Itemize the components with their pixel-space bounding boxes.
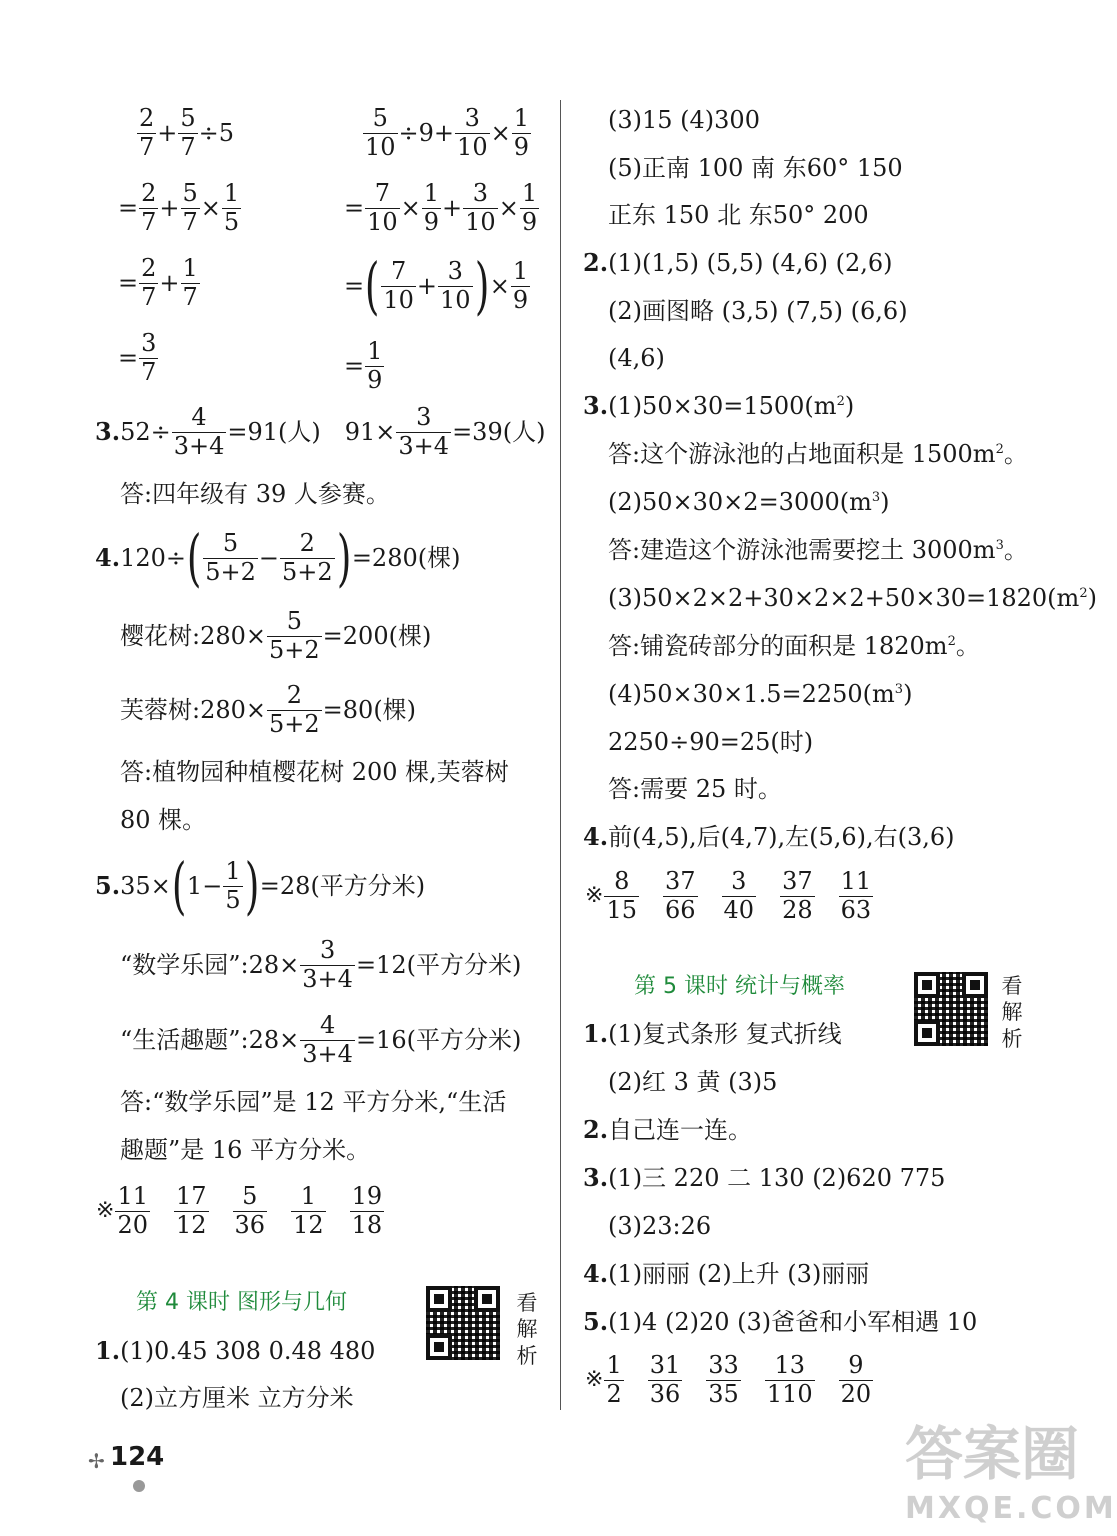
left-q4-hibiscus: 芙蓉树:280× $\frac{2}{5+2}$ =80(棵): [120, 681, 417, 738]
left-q5-answer-1: 答:“数学乐园”是 12 平方分米,“生活: [120, 1088, 507, 1116]
left-q4-answer-2: 80 棵。: [120, 806, 207, 834]
right-bonus-2: ※ $\frac{1}{2}$ $\frac{31}{36}$ $\frac{33}{35}$ $\frac{13}{110}$ $\frac{9}{20}$: [585, 1351, 872, 1408]
calc-b-line-4: = $\frac{1}{9}$: [344, 337, 383, 394]
left-q3-line: 3. 52÷ $\frac{4}{3+4}$ =91(人) 91× $\frac{3}{3+4}$ =39(人): [95, 403, 546, 460]
qr-code-section-4[interactable]: [426, 1286, 500, 1360]
right-top-line-2: (5)正南 100 南 东60° 150: [608, 154, 903, 182]
right-top-line-1: (3)15 (4)300: [608, 106, 760, 134]
section-5-q1-line-1: 1.(1)复式条形 复式折线: [583, 1019, 842, 1048]
calc-b-line-2: = $\frac{7}{10}$ × $\frac{1}{9}$ + $\frac{3}{10}$ × $\frac{1}{9}$: [344, 179, 538, 236]
left-bonus: ※ $\frac{11}{20}$ $\frac{17}{12}$ $\frac{5}{36}$ $\frac{1}{12}$ $\frac{19}{18}$: [96, 1182, 383, 1239]
calc-b-line-1: $\frac{5}{10}$ ÷9+ $\frac{3}{10}$ × $\frac{1}{9}$: [365, 104, 529, 161]
right-q3-line-2: 答:这个游泳池的占地面积是 $1500m^2$。: [608, 440, 1028, 468]
right-bonus-1: ※ $\frac{8}{15}$ $\frac{37}{66}$ $\frac{3}{40}$ $\frac{37}{28}$ $\frac{11}{63}$: [585, 867, 872, 924]
right-q4-line-1: 4.前(4,5),后(4,7),左(5,6),右(3,6): [583, 822, 955, 851]
section-4-q1-line-2: (2)立方厘米 立方分米: [120, 1384, 354, 1412]
left-q5-answer-2: 趣题”是 16 平方分米。: [120, 1136, 371, 1164]
right-q3-line-3: $(2)50\times 30\times 2=3000(m^3)$: [608, 488, 890, 516]
right-q2-line-3: (4,6): [608, 344, 665, 372]
left-q4-answer-1: 答:植物园种植樱花树 200 棵,芙蓉树: [120, 758, 509, 786]
left-q5-line: 5. 35× ( 1− $\frac{1}{5}$ ) =28(平方分米): [95, 849, 426, 922]
section-5-side-label[interactable]: 看解析: [1001, 974, 1023, 1051]
section-4-title: 第 4 课时 图形与几何: [136, 1290, 347, 1315]
qr-code-section-5[interactable]: [914, 972, 988, 1046]
page-number: 124: [110, 1442, 165, 1472]
right-q3-line-5: $(3)50\times 2\times 2+30\times 2\times 2+50\times 30=1820(m^2)$: [608, 584, 1097, 612]
right-q3-line-9: 答:需要 25 时。: [608, 775, 782, 803]
calc-a-line-4: = $\frac{3}{7}$: [118, 329, 157, 386]
section-5-q2-line-1: 2.自己连一连。: [583, 1115, 753, 1144]
section-5-q3-line-1: 3.(1)三 220 二 130 (2)620 775: [583, 1163, 946, 1192]
right-q2-line-1: 2.(1)(1,5) (5,5) (4,6) (2,6): [583, 248, 893, 277]
left-q4-line: 4. 120÷ ( $\frac{5}{5+2}$ − $\frac{2}{5+2}$ ) =280(棵): [95, 521, 461, 594]
section-5-q3-line-2: (3)23:26: [608, 1212, 712, 1240]
calc-a-line-3: = $\frac{2}{7}$ + $\frac{1}{7}$: [118, 254, 198, 311]
watermark-url: MXQE.COM: [905, 1491, 1117, 1526]
calc-a-line-2: = $\frac{2}{7}$ + $\frac{5}{7}$ × $\frac{1}{5}$: [118, 179, 240, 236]
section-5-q1-line-2: (2)红 3 黄 (3)5: [608, 1068, 778, 1096]
calc-b-line-3: = ( $\frac{7}{10}$ + $\frac{3}{10}$ ) × $\frac{1}{9}$: [344, 249, 529, 322]
star-icon: ✢: [88, 1449, 105, 1473]
left-q4-cherry: 樱花树:280× $\frac{5}{5+2}$ =200(棵): [120, 607, 432, 664]
left-q5-math: “数学乐园”:28× $\frac{3}{3+4}$ =12(平方分米): [120, 936, 522, 993]
right-q3-line-1: $3.(1)50\times 30=1500(m^2)$: [583, 391, 855, 420]
right-q3-line-7: $(4)50\times 30\times 1.5=2250(m^3)$: [608, 680, 913, 708]
right-q3-line-4: 答:建造这个游泳池需要挖土 $3000m^3$。: [608, 536, 1028, 564]
section-5-q5-line-1: 5.(1)4 (2)20 (3)爸爸和小军相遇 10: [583, 1307, 978, 1336]
column-divider: [560, 100, 561, 1410]
left-q5-life: “生活趣题”:28× $\frac{4}{3+4}$ =16(平方分米): [120, 1011, 522, 1068]
left-q3-answer: 答:四年级有 39 人参赛。: [120, 480, 390, 508]
right-top-line-3: 正东 150 北 东50° 200: [608, 201, 869, 229]
right-q3-line-6: 答:铺瓷砖部分的面积是 $1820m^2$。: [608, 632, 980, 660]
section-4-q1-line-1: 1.(1)0.45 308 0.48 480: [95, 1336, 376, 1365]
right-q2-line-2: (2)画图略 (3,5) (7,5) (6,6): [608, 297, 908, 325]
watermark-logo: 答案圈: [905, 1420, 1080, 1488]
right-q3-line-8: 2250÷90=25(时): [608, 728, 814, 756]
dot-icon: [133, 1480, 145, 1492]
section-5-q4-line-1: 4.(1)丽丽 (2)上升 (3)丽丽: [583, 1259, 870, 1288]
calc-a-line-1: $\frac{2}{7}$ + $\frac{5}{7}$ ÷5: [139, 104, 235, 161]
section-5-title: 第 5 课时 统计与概率: [634, 974, 845, 999]
section-4-side-label[interactable]: 看解析: [516, 1291, 538, 1368]
